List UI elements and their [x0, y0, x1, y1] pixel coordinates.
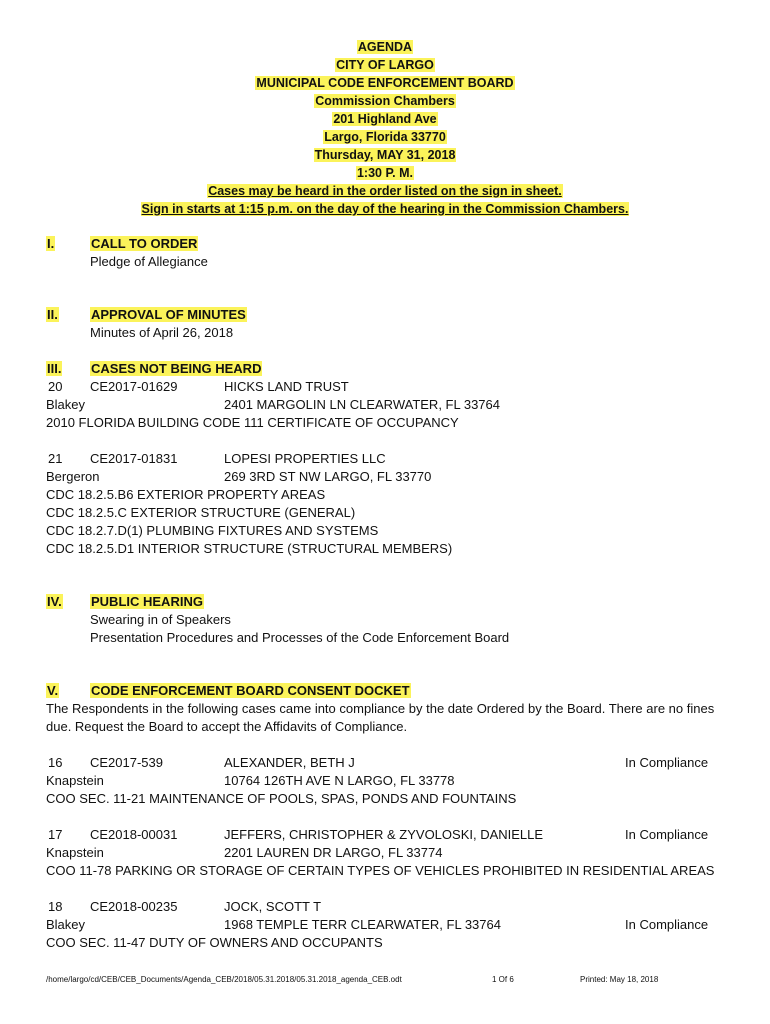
case-20-id: CE2017-01629: [90, 379, 178, 394]
footer-printed-date: Printed: May 18, 2018: [580, 975, 659, 984]
case-17-id: CE2018-00031: [90, 827, 178, 842]
header-city: CITY OF LARGO: [336, 58, 434, 72]
case-16-number: 16: [48, 755, 63, 770]
section-5-title: CODE ENFORCEMENT BOARD CONSENT DOCKET: [91, 683, 410, 698]
case-21-id: CE2017-01831: [90, 451, 178, 466]
section-2-number: II.: [47, 307, 58, 322]
header-date: Thursday, MAY 31, 2018: [314, 148, 456, 162]
case-21-violation-4: CDC 18.2.5.D1 INTERIOR STRUCTURE (STRUCTURAL MEMBERS): [46, 541, 453, 556]
case-17-inspector: Knapstein: [46, 845, 104, 860]
case-21-address: 269 3RD ST NW LARGO, FL 33770: [224, 469, 432, 484]
header-board: MUNICIPAL CODE ENFORCEMENT BOARD: [256, 76, 514, 90]
header-agenda: AGENDA: [357, 40, 413, 54]
case-17-owner: JEFFERS, CHRISTOPHER & ZYVOLOSKI, DANIELLE: [224, 827, 544, 842]
case-18-number: 18: [48, 899, 63, 914]
section-3-title: CASES NOT BEING HEARD: [91, 361, 262, 376]
footer-file-path: /home/largo/cd/CEB/CEB_Documents/Agenda_CEB/2018/05.31.2018/05.31.2018_agenda_CEB.odt: [46, 975, 402, 984]
case-21-owner: LOPESI PROPERTIES LLC: [224, 451, 386, 466]
section-5-intro-1: The Respondents in the following cases came into compliance by the date Ordered by the Board. There are no fines: [46, 701, 715, 716]
header-time: 1:30 P. M.: [356, 166, 414, 180]
case-21-inspector: Bergeron: [46, 469, 100, 484]
case-17-number: 17: [48, 827, 63, 842]
case-16-owner: ALEXANDER, BETH J: [224, 755, 355, 770]
case-17-address: 2201 LAUREN DR LARGO, FL 33774: [224, 845, 443, 860]
header-street: 201 Highland Ave: [333, 112, 437, 126]
section-5-number: V.: [47, 683, 59, 698]
header-venue: Commission Chambers: [315, 94, 455, 108]
case-21-violation-2: CDC 18.2.5.C EXTERIOR STRUCTURE (GENERAL): [46, 505, 356, 520]
section-2-item: Minutes of April 26, 2018: [90, 325, 234, 340]
section-4-item-2: Presentation Procedures and Processes of the Code Enforcement Board: [90, 630, 510, 645]
section-1-title: CALL TO ORDER: [91, 236, 198, 251]
section-4-item-1: Swearing in of Speakers: [90, 612, 231, 627]
case-16-inspector: Knapstein: [46, 773, 104, 788]
case-17-status: In Compliance: [625, 827, 709, 842]
header-signin-note: Sign in starts at 1:15 p.m. on the day of the hearing in the Commission Chambers.: [141, 202, 629, 216]
case-20-address: 2401 MARGOLIN LN CLEARWATER, FL 33764: [224, 397, 500, 412]
case-18-owner: JOCK, SCOTT T: [224, 899, 322, 914]
section-3-number: III.: [47, 361, 62, 376]
section-1-item: Pledge of Allegiance: [90, 254, 208, 269]
case-18-address: 1968 TEMPLE TERR CLEARWATER, FL 33764: [224, 917, 501, 932]
section-5-intro-2: due. Request the Board to accept the Affidavits of Compliance.: [46, 719, 408, 734]
section-1-number: I.: [47, 236, 55, 251]
case-16-address: 10764 126TH AVE N LARGO, FL 33778: [224, 773, 455, 788]
case-16-status: In Compliance: [625, 755, 709, 770]
case-18-status: In Compliance: [625, 917, 709, 932]
case-20-violation-1: 2010 FLORIDA BUILDING CODE 111 CERTIFICATE OF OCCUPANCY: [46, 415, 459, 430]
case-16-id: CE2017-539: [90, 755, 163, 770]
section-2-title: APPROVAL OF MINUTES: [91, 307, 246, 322]
case-21-number: 21: [48, 451, 63, 466]
header-city-state: Largo, Florida 33770: [324, 130, 446, 144]
case-18-violation-1: COO SEC. 11-47 DUTY OF OWNERS AND OCCUPANTS: [46, 935, 383, 950]
case-18-id: CE2018-00235: [90, 899, 178, 914]
section-4-title: PUBLIC HEARING: [91, 594, 203, 609]
case-16-violation-1: COO SEC. 11-21 MAINTENANCE OF POOLS, SPAS, PONDS AND FOUNTAINS: [46, 791, 517, 806]
case-20-number: 20: [48, 379, 63, 394]
case-17-violation-1: COO 11-78 PARKING OR STORAGE OF CERTAIN TYPES OF VEHICLES PROHIBITED IN RESIDENTIAL AREAS: [46, 863, 715, 878]
case-21-violation-1: CDC 18.2.5.B6 EXTERIOR PROPERTY AREAS: [46, 487, 326, 502]
case-21-violation-3: CDC 18.2.7.D(1) PLUMBING FIXTURES AND SYSTEMS: [46, 523, 379, 538]
case-18-inspector: Blakey: [46, 917, 86, 932]
case-20-owner: HICKS LAND TRUST: [224, 379, 349, 394]
case-20-inspector: Blakey: [46, 397, 86, 412]
header-order-note: Cases may be heard in the order listed on the sign in sheet.: [208, 184, 562, 198]
footer-page-number: 1 Of 6: [492, 975, 514, 984]
section-4-number: IV.: [47, 594, 62, 609]
